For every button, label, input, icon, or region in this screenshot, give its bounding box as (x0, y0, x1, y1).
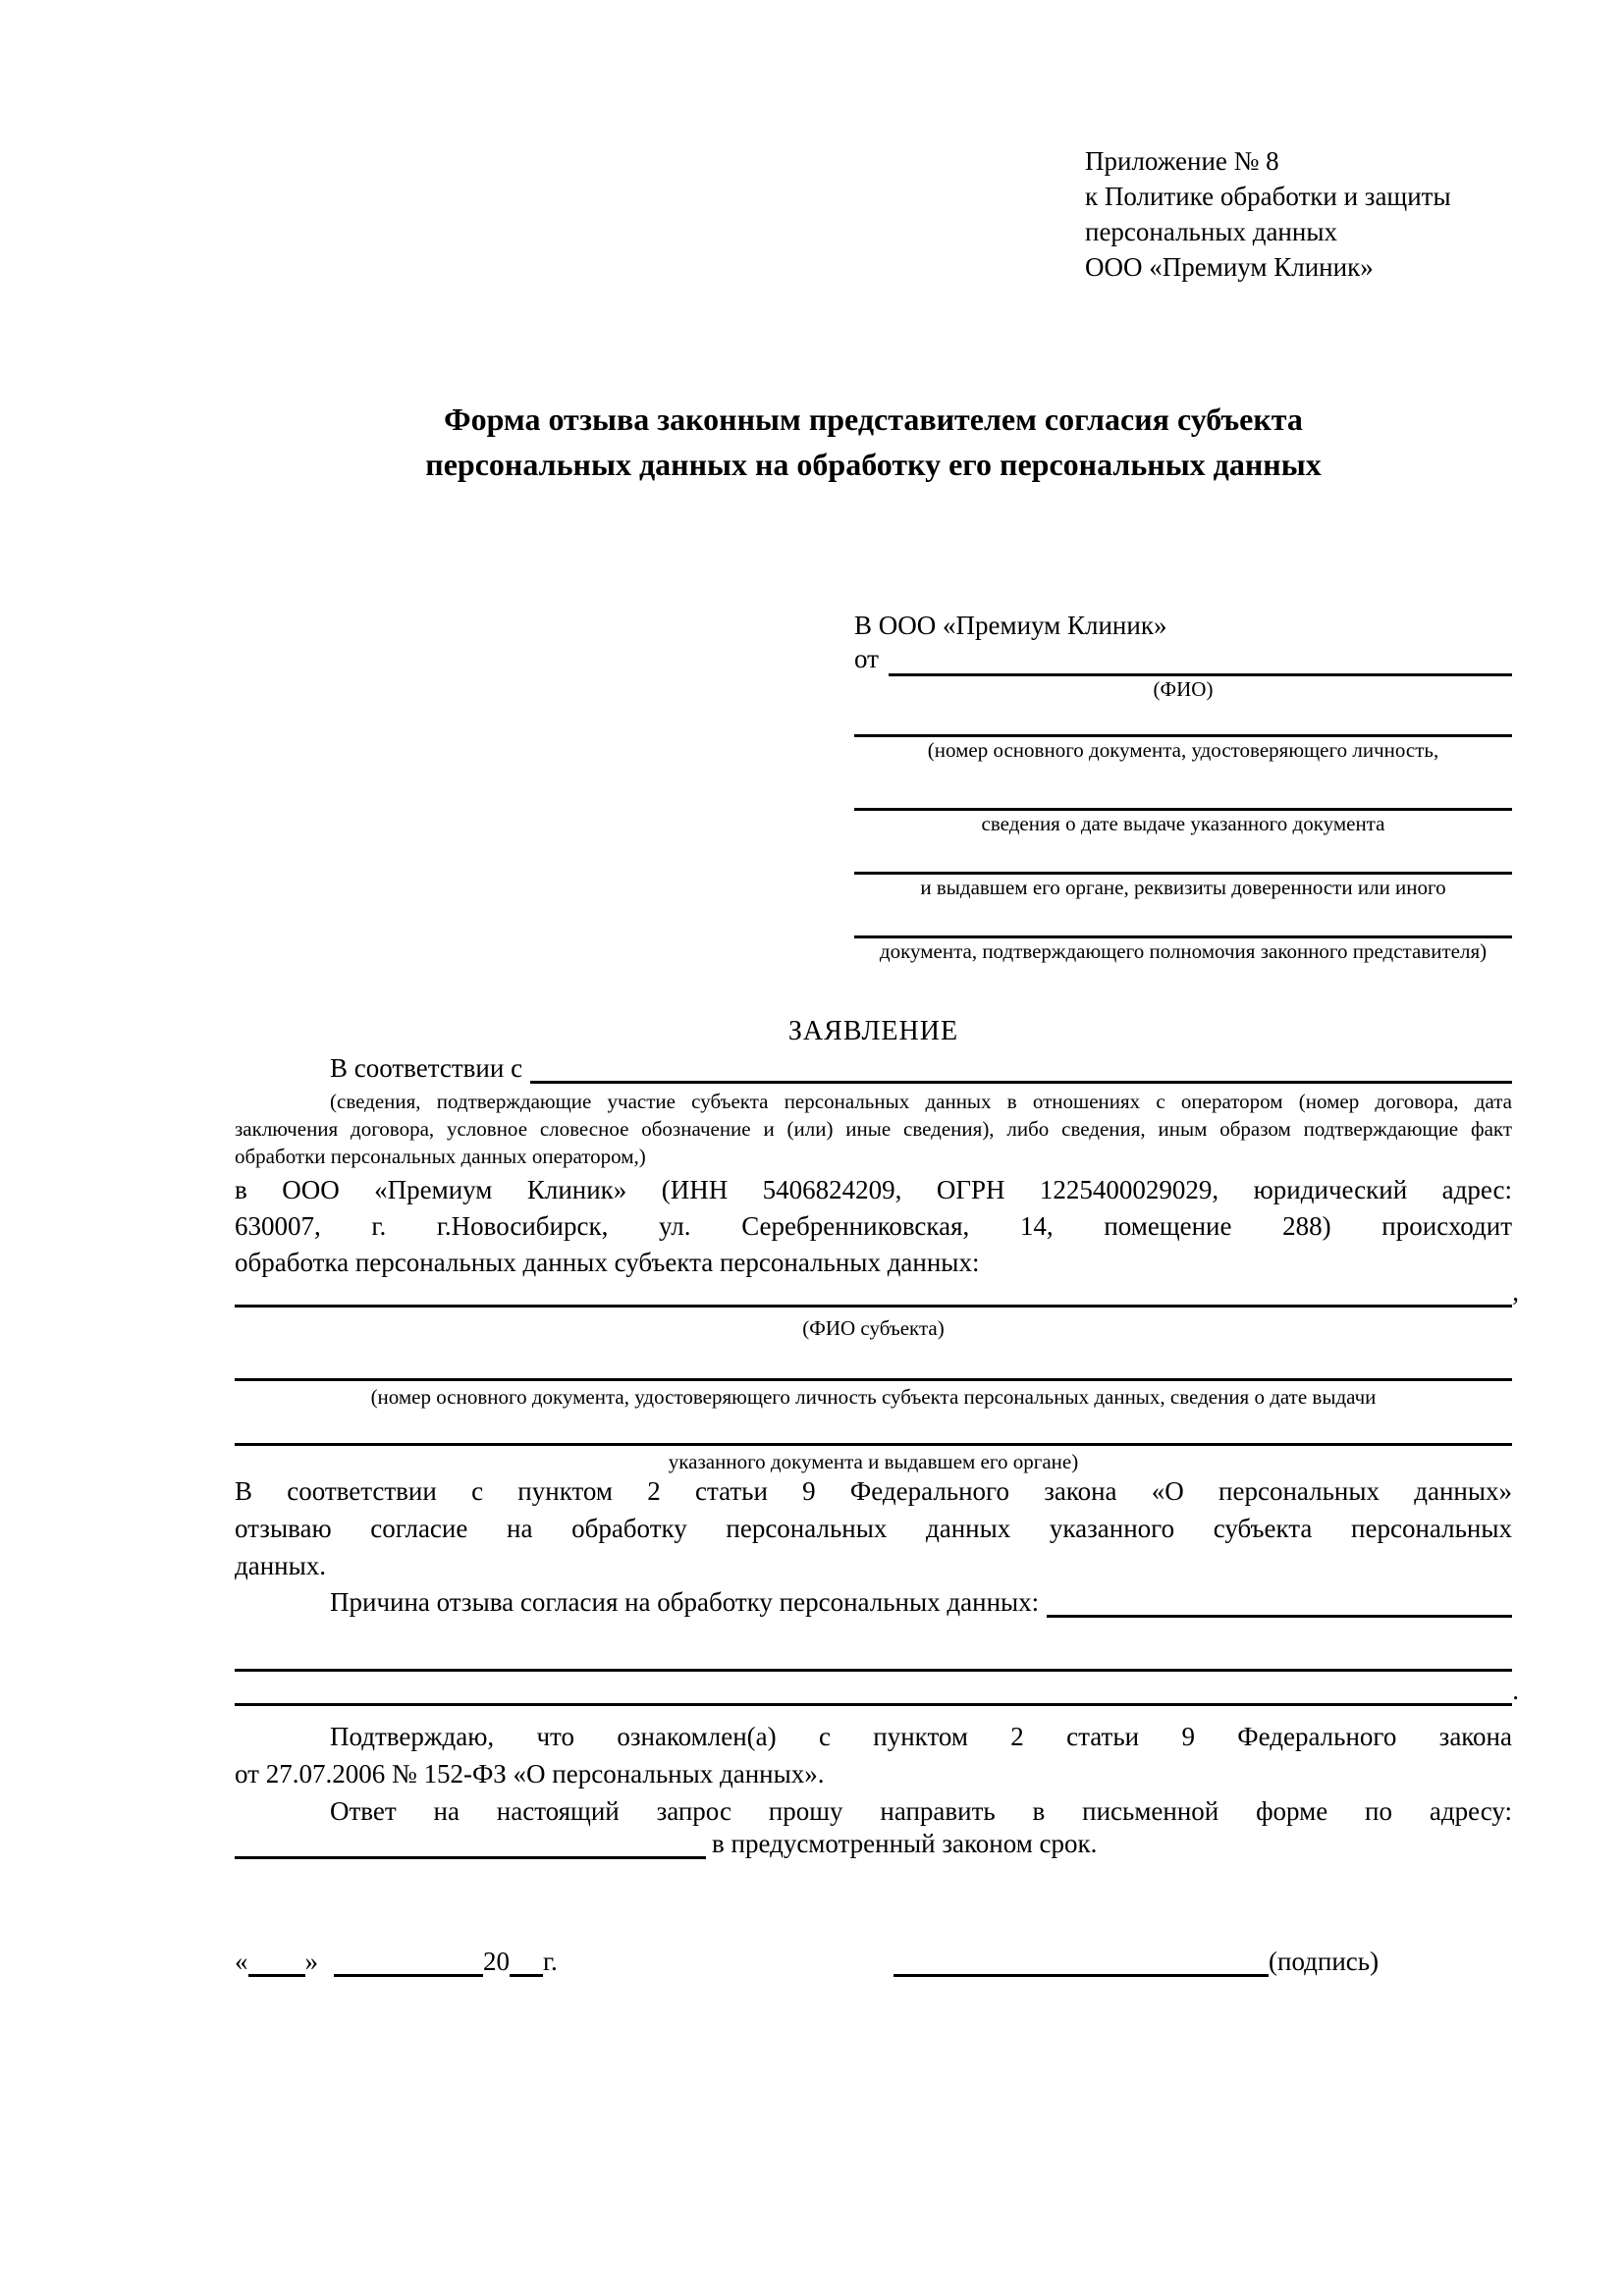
intro-row (235, 1050, 1512, 1084)
signature-blank-line (893, 1947, 1269, 1977)
withdraw-paragraph (235, 1472, 1512, 1584)
confirm-paragraph (235, 1718, 1512, 1792)
date-row (235, 1947, 558, 1977)
text-line: данных. (235, 1551, 327, 1580)
text-line: заключения договора, условное словесное обозначение и (или) иные сведения), либо сведения, иным образом подтверждающие факт (235, 1117, 1512, 1141)
doc-title (235, 397, 1512, 487)
year-prefix: 20 (483, 1947, 510, 1976)
text-line: от 27.07.2006 № 152-ФЗ «О персональных данных». (235, 1759, 825, 1789)
subject-row (235, 1277, 1519, 1308)
text-line: к Политике обработки и защиты (1085, 182, 1451, 211)
text-line: обработка персональных данных субъекта персональных данных: (235, 1248, 980, 1277)
text-line: (сведения, подтверждающие участие субъекта персональных данных в отношениях с оператором (номер договора, дата (330, 1090, 1512, 1113)
day-close-quote: » (304, 1947, 318, 1976)
reply-suffix: в предусмотренный законом срок. (712, 1829, 1098, 1858)
reason-row (235, 1584, 1512, 1618)
text-line: 630007, г. г.Новосибирск, ул. Серебренниковская, 14, помещение 288) происходит (235, 1211, 1512, 1241)
text-line: в ООО «Премиум Клиник» (ИНН 5406824209, ОГРН 1225400029029, юридический адрес: (235, 1175, 1512, 1204)
text-line: ООО «Премиум Клиник» (1085, 252, 1374, 282)
subject-blank-line (235, 1279, 1512, 1308)
text-line: Ответ на настоящий запрос прошу направить в письменной форме по адресу: (330, 1796, 1512, 1826)
addressee-block (854, 608, 1512, 964)
text-line: Приложение № 8 (1085, 146, 1279, 176)
from-row (854, 643, 1512, 676)
text-line: отзываю согласие на обработку персональных данных указанного субъекта персональных (235, 1514, 1512, 1543)
reason-prefix: Причина отзыва согласия на обработку персональных данных: (330, 1587, 1040, 1617)
subject-comma: , (1512, 1277, 1519, 1307)
rep-doc-caption-4: документа, подтверждающего полномочия законного представителя) (879, 939, 1488, 963)
month-blank-line (334, 1947, 483, 1977)
intro-prefix: В соответствии с (330, 1053, 523, 1083)
statement-heading: ЗАЯВЛЕНИЕ (787, 1016, 959, 1046)
reply-address-row (235, 1828, 1512, 1859)
end-period: . (1512, 1676, 1519, 1705)
signature-caption: (подпись) (1269, 1947, 1380, 1976)
year-blank-line (510, 1947, 543, 1977)
rep-doc-caption-3: и выдавшем его органе, реквизиты доверенности или иного (920, 876, 1446, 899)
reason-extra-blank-fill (235, 1678, 1512, 1706)
subject-doc-blank-line-1 (235, 1351, 1512, 1381)
day-open-quote: « (235, 1947, 248, 1976)
text-line: Подтверждаю, что ознакомлен(а) с пунктом 2 статьи 9 Федерального закона (330, 1722, 1512, 1751)
from-blank-line (889, 648, 1512, 676)
reason-extra-blank-line-2 (235, 1675, 1519, 1706)
text-line: Форма отзыва законным представителем согласия субъекта (444, 401, 1303, 437)
reply-address-blank-line (235, 1829, 706, 1859)
addressee-to: В ООО «Премиум Клиник» (854, 611, 1167, 640)
reply-paragraph (235, 1794, 1512, 1828)
intro-caption (235, 1088, 1512, 1170)
operator-paragraph (235, 1172, 1512, 1281)
subject-doc-caption-2: указанного документа и выдавшем его органе) (668, 1450, 1079, 1473)
fio-caption: (ФИО) (1153, 677, 1214, 701)
from-label: от (854, 644, 879, 673)
text-line: обработки персональных данных оператором,) (235, 1145, 646, 1168)
footer-row (235, 1932, 1512, 1977)
day-blank-line (248, 1947, 305, 1977)
rep-doc-caption-2: сведения о дате выдаче указанного документа (981, 812, 1385, 835)
text-line: персональных данных (1085, 217, 1337, 246)
intro-blank-line (530, 1055, 1512, 1084)
signature-row (893, 1947, 1379, 1977)
year-suffix: г. (543, 1947, 558, 1976)
subject-doc-blank-line-2 (235, 1415, 1512, 1446)
subject-fio-caption: (ФИО субъекта) (802, 1316, 945, 1340)
rep-doc-caption-1: (номер основного документа, удостоверяющего личность, (927, 738, 1439, 762)
reason-extra-blank-line-1 (235, 1641, 1512, 1672)
header-note (1085, 143, 1566, 285)
text-line: В соответствии с пунктом 2 статьи 9 Федерального закона «О персональных данных» (235, 1476, 1512, 1506)
subject-doc-caption-1: (номер основного документа, удостоверяющего личность субъекта персональных данных, сведения о дате выдачи (370, 1385, 1377, 1409)
reason-blank-line (1047, 1589, 1512, 1618)
text-line: персональных данных на обработку его персональных данных (425, 447, 1322, 482)
